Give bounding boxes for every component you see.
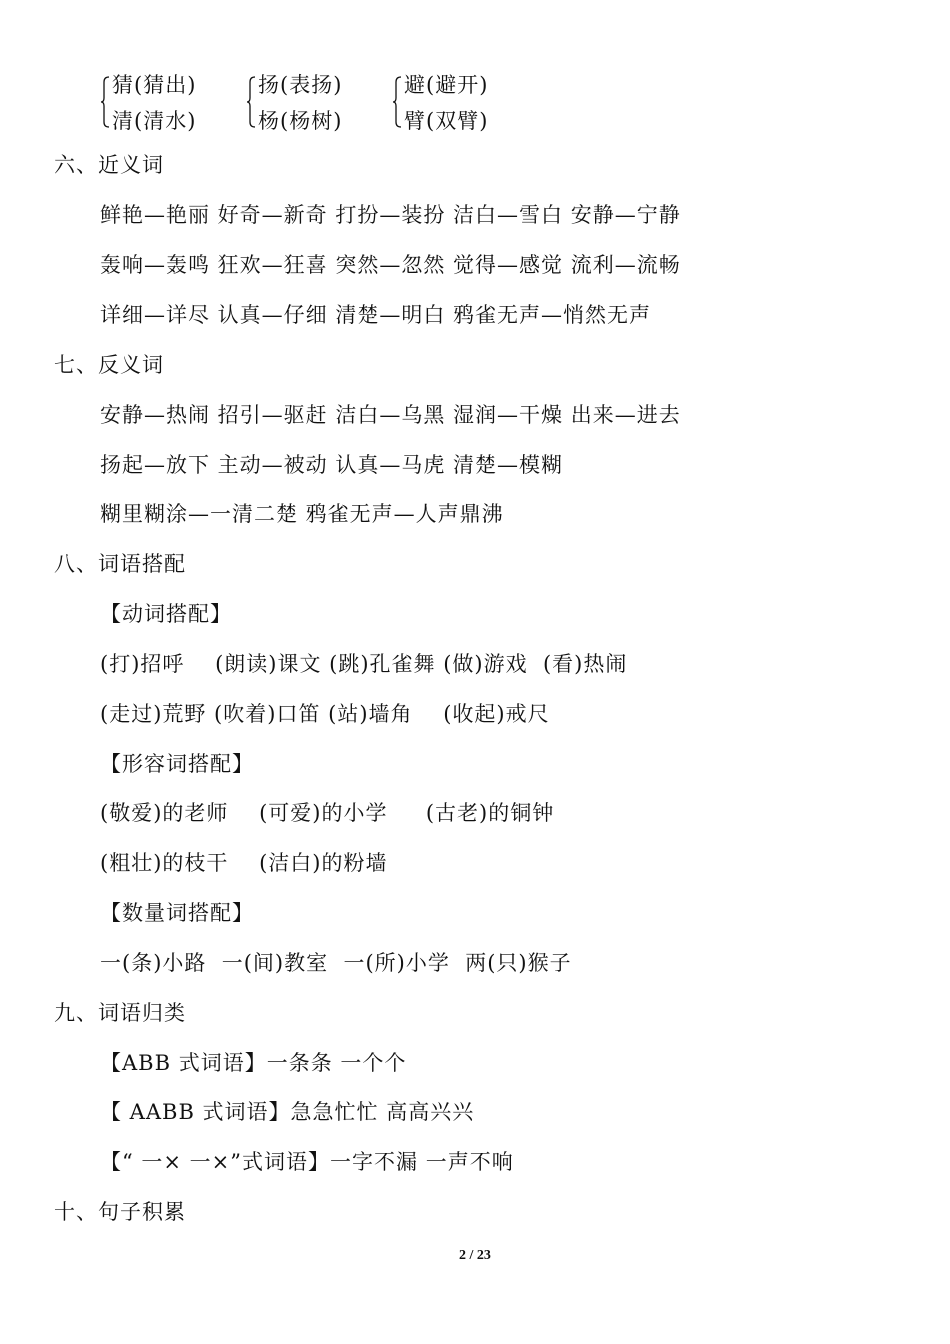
section-heading-word-classification: 九、词语归类 <box>54 1001 186 1025</box>
collocation-line: (走过)荒野 (吹着)口笛 (站)墙角 (收起)戒尺 <box>100 702 550 726</box>
classification-line: 【ABB 式词语】一条条 一个个 <box>100 1051 407 1075</box>
subheading-adjective-collocations: 【形容词搭配】 <box>100 752 254 776</box>
left-brace-icon <box>246 76 256 128</box>
char-pair-top: 扬(表扬) <box>258 73 343 97</box>
char-pair-bottom: 杨(杨树) <box>258 109 343 133</box>
section-heading-synonyms: 六、近义词 <box>54 153 164 177</box>
subheading-quantifier-collocations: 【数量词搭配】 <box>100 901 254 925</box>
char-pair-bottom: 清(清水) <box>112 109 197 133</box>
collocation-line: 一(条)小路 一(间)教室 一(所)小学 两(只)猴子 <box>100 951 572 975</box>
synonym-line: 轰响—轰鸣 狂欢—狂喜 突然—忽然 觉得—感觉 流利—流畅 <box>100 253 681 277</box>
char-pair-bottom: 臂(双臂) <box>404 109 489 133</box>
section-heading-collocations: 八、词语搭配 <box>54 552 186 576</box>
antonym-line: 安静—热闹 招引—驱赶 洁白—乌黑 湿润—干燥 出来—进去 <box>100 403 681 427</box>
char-pair-top: 猜(猜出) <box>112 73 197 97</box>
collocation-line: (敬爱)的老师 (可爱)的小学 (古老)的铜钟 <box>100 801 555 825</box>
section-heading-sentences: 十、句子积累 <box>54 1200 186 1224</box>
antonym-line: 糊里糊涂—一清二楚 鸦雀无声—人声鼎沸 <box>100 502 504 526</box>
subheading-verb-collocations: 【动词搭配】 <box>100 602 232 626</box>
character-pairs <box>0 70 950 134</box>
classification-line: 【“ 一× 一×”式词语】一字不漏 一声不响 <box>100 1150 514 1174</box>
char-pair-top: 避(避开) <box>404 73 489 97</box>
classification-line: 【 AABB 式词语】急急忙忙 高高兴兴 <box>100 1100 475 1124</box>
collocation-line: (粗壮)的枝干 (洁白)的粉墙 <box>100 851 388 875</box>
synonym-line: 详细—详尽 认真—仔细 清楚—明白 鸦雀无声—悄然无声 <box>100 303 652 327</box>
collocation-line: (打)招呼 (朗读)课文 (跳)孔雀舞 (做)游戏 (看)热闹 <box>100 652 628 676</box>
left-brace-icon <box>392 76 402 128</box>
page-number: 2 / 23 <box>459 1248 491 1263</box>
antonym-line: 扬起—放下 主动—被动 认真—马虎 清楚—模糊 <box>100 453 564 477</box>
left-brace-icon <box>100 76 110 128</box>
section-heading-antonyms: 七、反义词 <box>54 353 164 377</box>
synonym-line: 鲜艳—艳丽 好奇—新奇 打扮—装扮 洁白—雪白 安静—宁静 <box>100 203 681 227</box>
